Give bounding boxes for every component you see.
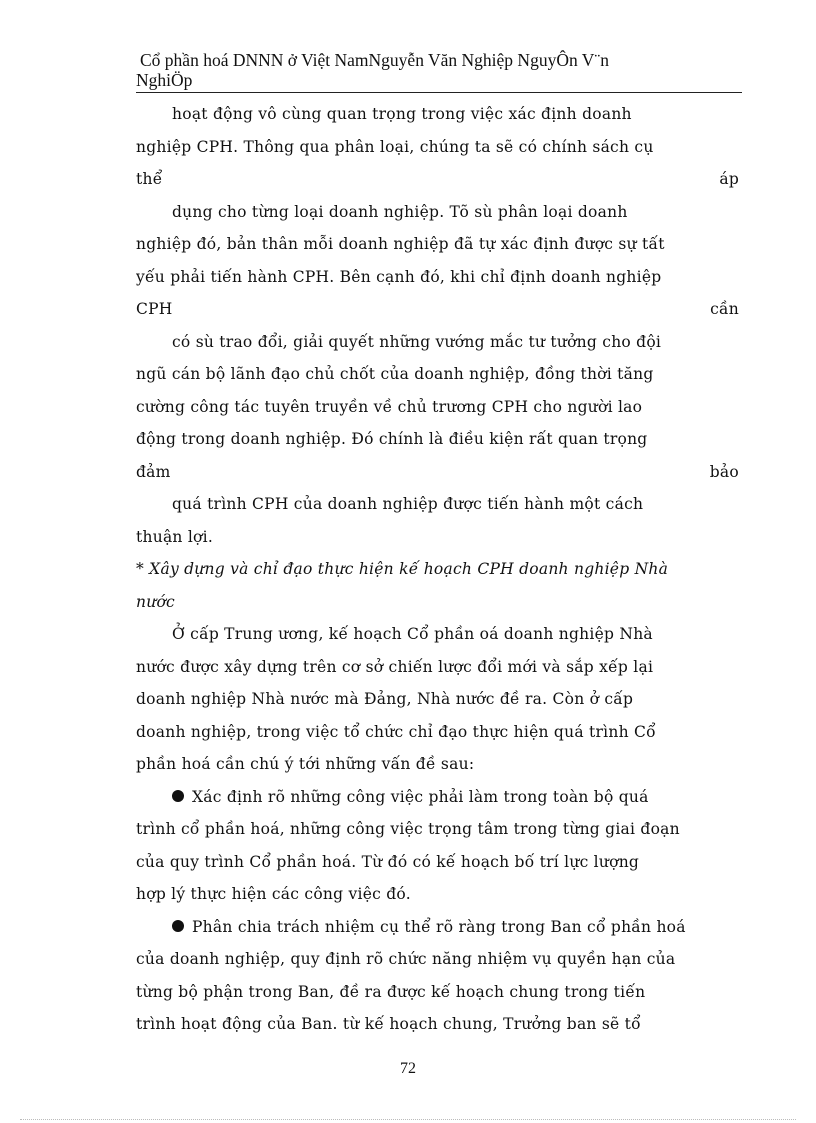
text-line: doanh nghiệp, trong việc tổ chức chỉ đạo thực hiện quá trình Cổ bbox=[136, 722, 656, 741]
header-line-2: NghiÖp bbox=[136, 70, 193, 90]
text-fragment: áp bbox=[719, 170, 739, 188]
text-fragment: Xác định rõ những công việc phải làm trong toàn bộ quá bbox=[192, 787, 649, 806]
section-heading: * Xây dựng và chỉ đạo thực hiện kế hoạch CPH doanh nghiệp Nhà bbox=[136, 560, 669, 578]
text-fragment: cần bbox=[710, 300, 739, 318]
page-number: 72 bbox=[400, 1060, 416, 1077]
text-line: quá trình CPH của doanh nghiệp được tiến hành một cách bbox=[172, 495, 644, 513]
text-line: cường công tác tuyên truyền về chủ trương CPH cho người lao bbox=[136, 397, 643, 416]
text-line: nghiệp đó, bản thân mỗi doanh nghiệp đã tự xác định được sự tất bbox=[136, 235, 665, 253]
text-line: phần hoá cần chú ý tới những vấn đề sau: bbox=[136, 755, 475, 773]
text-line: thuận lợi. bbox=[136, 527, 214, 546]
text-line: nước được xây dựng trên cơ sở chiến lược đổi mới và sắp xếp lại bbox=[136, 657, 654, 676]
text-line: dụng cho từng loại doanh nghiệp. Tõ sù phân loại doanh bbox=[172, 202, 628, 221]
text-line: trình hoạt động của Ban. từ kế hoạch chung, Trưởng ban sẽ tổ bbox=[136, 1015, 641, 1033]
running-header bbox=[136, 50, 742, 93]
text-line: động trong doanh nghiệp. Đó chính là điều kiện rất quan trọng bbox=[136, 430, 648, 448]
text-line: của doanh nghiệp, quy định rõ chức năng nhiệm vụ quyền hạn của bbox=[136, 950, 676, 968]
body-text bbox=[136, 98, 739, 1041]
text-fragment: bảo bbox=[709, 462, 739, 481]
text-line bbox=[136, 163, 739, 196]
text-line bbox=[136, 456, 739, 489]
text-fragment: CPH bbox=[136, 300, 173, 318]
text-line: Ở cấp Trung ương, kế hoạch Cổ phần oá doanh nghiệp Nhà bbox=[172, 625, 653, 643]
text-line: yếu phải tiến hành CPH. Bên cạnh đó, khi chỉ định doanh nghiệp bbox=[136, 267, 662, 286]
bullet-icon bbox=[172, 920, 184, 932]
text-line: có sù trao đổi, giải quyết những vướng mắc tư tưởng cho đội bbox=[172, 332, 662, 351]
section-heading: nước bbox=[136, 592, 175, 611]
text-fragment: Phân chia trách nhiệm cụ thể rõ ràng trong Ban cổ phần hoá bbox=[192, 917, 686, 936]
bullet-item bbox=[136, 781, 739, 814]
text-line: doanh nghiệp Nhà nước mà Đảng, Nhà nước đề ra. Còn ở cấp bbox=[136, 690, 634, 708]
text-line: hợp lý thực hiện các công việc đó. bbox=[136, 885, 411, 903]
text-line: ngũ cán bộ lãnh đạo chủ chốt của doanh nghiệp, đồng thời tăng bbox=[136, 365, 654, 383]
bullet-icon bbox=[172, 790, 184, 802]
text-line bbox=[136, 293, 739, 326]
header-line-1: Cổ phần hoá DNNN ở Việt NamNguyễn Văn Nghiệp NguyÔn V¨n bbox=[140, 50, 609, 70]
text-fragment: đảm bbox=[136, 462, 171, 481]
text-line: của quy trình Cổ phần hoá. Từ đó có kế hoạch bố trí lực lượng bbox=[136, 852, 640, 871]
page-bottom-rule bbox=[20, 1119, 796, 1120]
text-line: trình cổ phần hoá, những công việc trọng tâm trong từng giai đoạn bbox=[136, 820, 680, 838]
text-fragment: thể bbox=[136, 170, 163, 188]
text-line: từng bộ phận trong Ban, đề ra được kế hoạch chung trong tiến bbox=[136, 982, 646, 1001]
text-line: hoạt động vô cùng quan trọng trong việc xác định doanh bbox=[172, 105, 632, 123]
text-line: nghiệp CPH. Thông qua phân loại, chúng ta sẽ có chính sách cụ bbox=[136, 137, 654, 156]
bullet-item bbox=[136, 911, 739, 944]
